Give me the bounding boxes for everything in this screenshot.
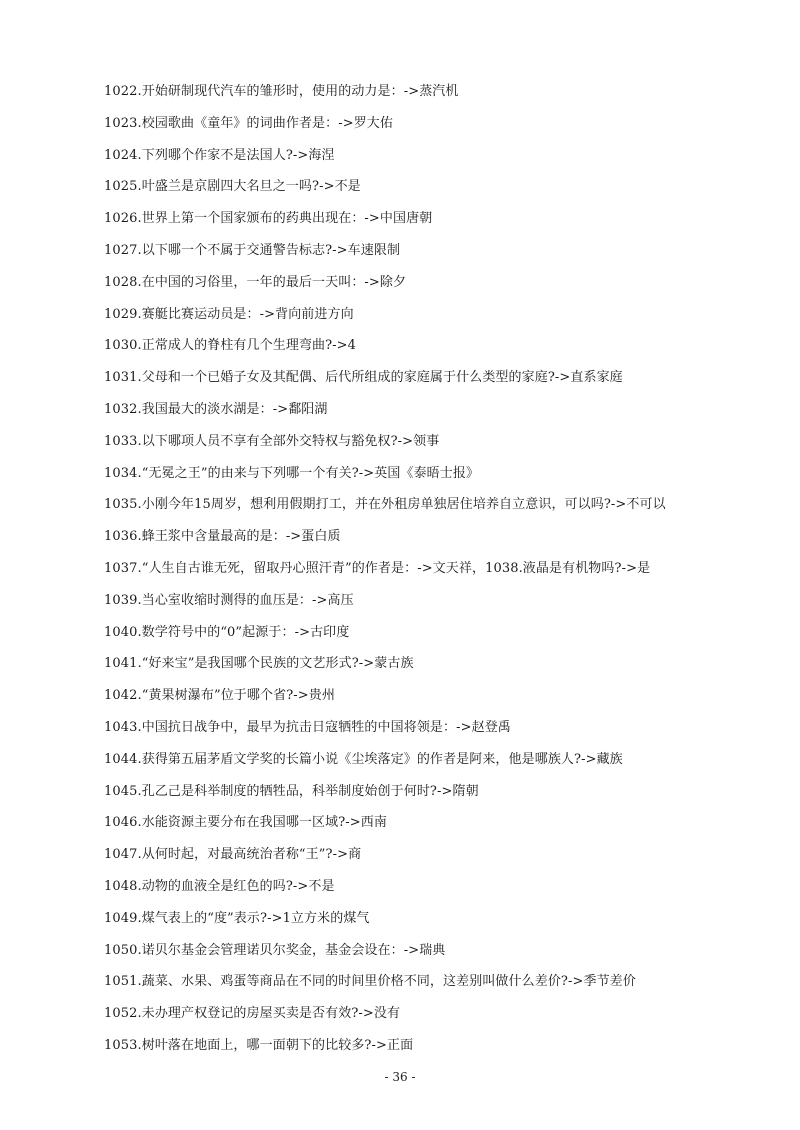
question-answer-list <box>104 83 724 1069</box>
qa-line: 1026.世界上第一个国家颁布的药典出现在：->中国唐朝 <box>104 211 433 227</box>
qa-line: 1023.校园歌曲《童年》的词曲作者是：->罗大佑 <box>104 115 394 131</box>
qa-line: 1052.未办理产权登记的房屋买卖是否有效?->没有 <box>104 1006 401 1022</box>
qa-line: 1053.树叶落在地面上，哪一面朝下的比较多?->正面 <box>104 1037 414 1053</box>
qa-line: 1047.从何时起，对最高统治者称“王”?->商 <box>104 847 362 863</box>
qa-line: 1044.获得第五届茅盾文学奖的长篇小说《尘埃落定》的作者是阿来，他是哪族人?->藏族 <box>104 751 623 767</box>
qa-line: 1031.父母和一个已婚子女及其配偶、后代所组成的家庭属于什么类型的家庭?->直系家庭 <box>104 370 623 386</box>
qa-line: 1033.以下哪项人员不享有全部外交特权与豁免权?->领事 <box>104 433 440 449</box>
qa-line: 1034.“无冕之王”的由来与下列哪一个有关?->英国《泰晤士报》 <box>104 465 480 481</box>
qa-line: 1051.蔬菜、水果、鸡蛋等商品在不同的时间里价格不同，这差别叫做什么差价?->季节差价 <box>104 974 636 990</box>
qa-line: 1029.赛艇比赛运动员是：->背向前进方向 <box>104 306 354 322</box>
qa-line: 1049.煤气表上的“度”表示?->1立方米的煤气 <box>104 910 370 926</box>
qa-line: 1050.诺贝尔基金会管理诺贝尔奖金，基金会设在：->瑞典 <box>104 942 446 958</box>
qa-line: 1032.我国最大的淡水湖是：->鄱阳湖 <box>104 401 328 417</box>
qa-line: 1039.当心室收缩时测得的血压是：->高压 <box>104 592 354 608</box>
qa-line: 1037.“人生自古谁无死，留取丹心照汗青”的作者是：->文天祥，1038.液晶是有机物吗?->是 <box>104 560 651 576</box>
qa-line: 1040.数学符号中的“0”起源于：->古印度 <box>104 624 350 640</box>
qa-line: 1041.“好来宝”是我国哪个民族的文艺形式?->蒙古族 <box>104 656 414 672</box>
qa-line: 1030.正常成人的脊柱有几个生理弯曲?->4 <box>104 338 357 354</box>
qa-line: 1042.“黄果树瀑布”位于哪个省?->贵州 <box>104 688 335 704</box>
qa-line: 1045.孔乙己是科举制度的牺牲品，科举制度始创于何时?->隋朝 <box>104 783 479 799</box>
qa-line: 1027.以下哪一个不属于交通警告标志?->车速限制 <box>104 242 401 258</box>
qa-line: 1025.叶盛兰是京剧四大名旦之一吗?->不是 <box>104 179 361 195</box>
qa-line: 1043.中国抗日战争中，最早为抗击日寇牺牲的中国将领是：->赵登禹 <box>104 719 511 735</box>
qa-line: 1046.水能资源主要分布在我国哪一区域?->西南 <box>104 815 387 831</box>
qa-line: 1036.蜂王浆中含量最高的是：->蛋白质 <box>104 529 341 545</box>
qa-line: 1024.下列哪个作家不是法国人?->海涅 <box>104 147 335 163</box>
qa-line: 1048.动物的血液全是红色的吗?->不是 <box>104 878 335 894</box>
qa-line: 1022.开始研制现代汽车的雏形时，使用的动力是：->蒸汽机 <box>104 84 459 99</box>
qa-line: 1028.在中国的习俗里，一年的最后一天叫：->除夕 <box>104 274 407 290</box>
page-number: - 36 - <box>384 1070 416 1084</box>
qa-line: 1035.小刚今年15周岁，想利用假期打工，并在外租房单独居住培养自立意识，可以吗?->不可以 <box>104 497 666 513</box>
